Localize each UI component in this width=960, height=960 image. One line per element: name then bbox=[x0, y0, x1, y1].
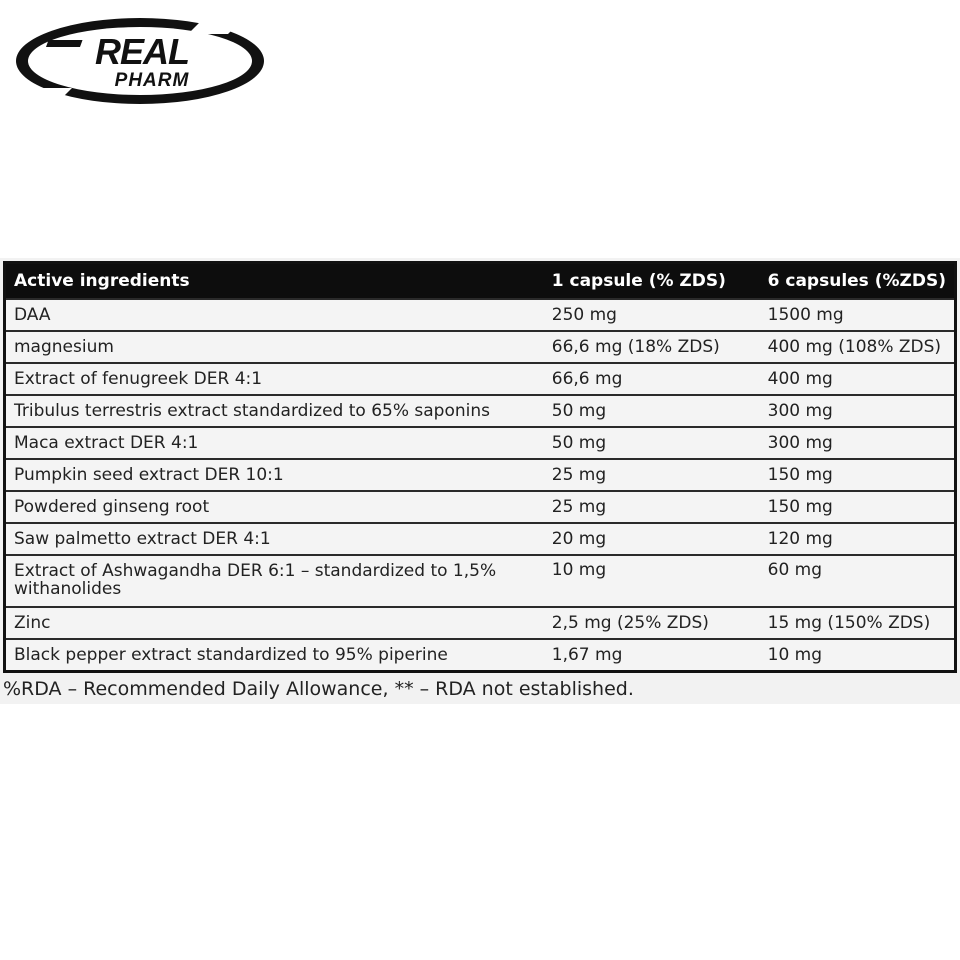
ingredient-name: Saw palmetto extract DER 4:1 bbox=[5, 523, 544, 555]
ingredient-name: magnesium bbox=[5, 331, 544, 363]
ingredient-name: Zinc bbox=[5, 607, 544, 639]
table-row bbox=[5, 523, 956, 555]
dose-1-capsule: 2,5 mg (25% ZDS) bbox=[544, 607, 760, 639]
dose-1-capsule: 50 mg bbox=[544, 427, 760, 459]
real-pharm-logo bbox=[12, 14, 268, 108]
ingredients-table bbox=[3, 261, 957, 673]
rda-footnote: %RDA – Recommended Daily Allowance, ** – RDA not established. bbox=[3, 678, 634, 700]
dose-6-capsules: 10 mg bbox=[760, 639, 956, 672]
dose-6-capsules: 60 mg bbox=[760, 555, 956, 607]
table-row bbox=[5, 363, 956, 395]
table-row bbox=[5, 395, 956, 427]
ingredient-name: Extract of Ashwagandha DER 6:1 – standardized to 1,5% withanolides bbox=[5, 555, 544, 607]
dose-6-capsules: 300 mg bbox=[760, 395, 956, 427]
dose-1-capsule: 66,6 mg (18% ZDS) bbox=[544, 331, 760, 363]
table-row bbox=[5, 459, 956, 491]
dose-6-capsules: 150 mg bbox=[760, 491, 956, 523]
ingredient-name: DAA bbox=[5, 299, 544, 331]
dose-1-capsule: 50 mg bbox=[544, 395, 760, 427]
dose-6-capsules: 1500 mg bbox=[760, 299, 956, 331]
dose-6-capsules: 150 mg bbox=[760, 459, 956, 491]
table-row bbox=[5, 427, 956, 459]
dose-6-capsules: 300 mg bbox=[760, 427, 956, 459]
dose-1-capsule: 10 mg bbox=[544, 555, 760, 607]
dose-1-capsule: 66,6 mg bbox=[544, 363, 760, 395]
svg-text:PHARM: PHARM bbox=[114, 70, 190, 91]
table-row bbox=[5, 555, 956, 607]
dose-6-capsules: 15 mg (150% ZDS) bbox=[760, 607, 956, 639]
header-1-capsule: 1 capsule (% ZDS) bbox=[544, 263, 760, 300]
dose-6-capsules: 400 mg bbox=[760, 363, 956, 395]
ingredient-name: Extract of fenugreek DER 4:1 bbox=[5, 363, 544, 395]
table-row bbox=[5, 607, 956, 639]
table-row bbox=[5, 639, 956, 672]
dose-1-capsule: 1,67 mg bbox=[544, 639, 760, 672]
table-row bbox=[5, 491, 956, 523]
table-row bbox=[5, 331, 956, 363]
ingredient-name: Pumpkin seed extract DER 10:1 bbox=[5, 459, 544, 491]
dose-1-capsule: 20 mg bbox=[544, 523, 760, 555]
header-active-ingredients: Active ingredients bbox=[5, 263, 544, 300]
dose-6-capsules: 120 mg bbox=[760, 523, 956, 555]
svg-text:REAL: REAL bbox=[95, 31, 189, 72]
dose-1-capsule: 25 mg bbox=[544, 459, 760, 491]
header-6-capsules: 6 capsules (%ZDS) bbox=[760, 263, 956, 300]
dose-6-capsules: 400 mg (108% ZDS) bbox=[760, 331, 956, 363]
dose-1-capsule: 25 mg bbox=[544, 491, 760, 523]
ingredient-name: Tribulus terrestris extract standardized to 65% saponins bbox=[5, 395, 544, 427]
dose-1-capsule: 250 mg bbox=[544, 299, 760, 331]
table-row bbox=[5, 299, 956, 331]
ingredient-name: Powdered ginseng root bbox=[5, 491, 544, 523]
ingredient-name: Maca extract DER 4:1 bbox=[5, 427, 544, 459]
ingredient-name: Black pepper extract standardized to 95% piperine bbox=[5, 639, 544, 672]
table-header-row bbox=[5, 263, 956, 300]
